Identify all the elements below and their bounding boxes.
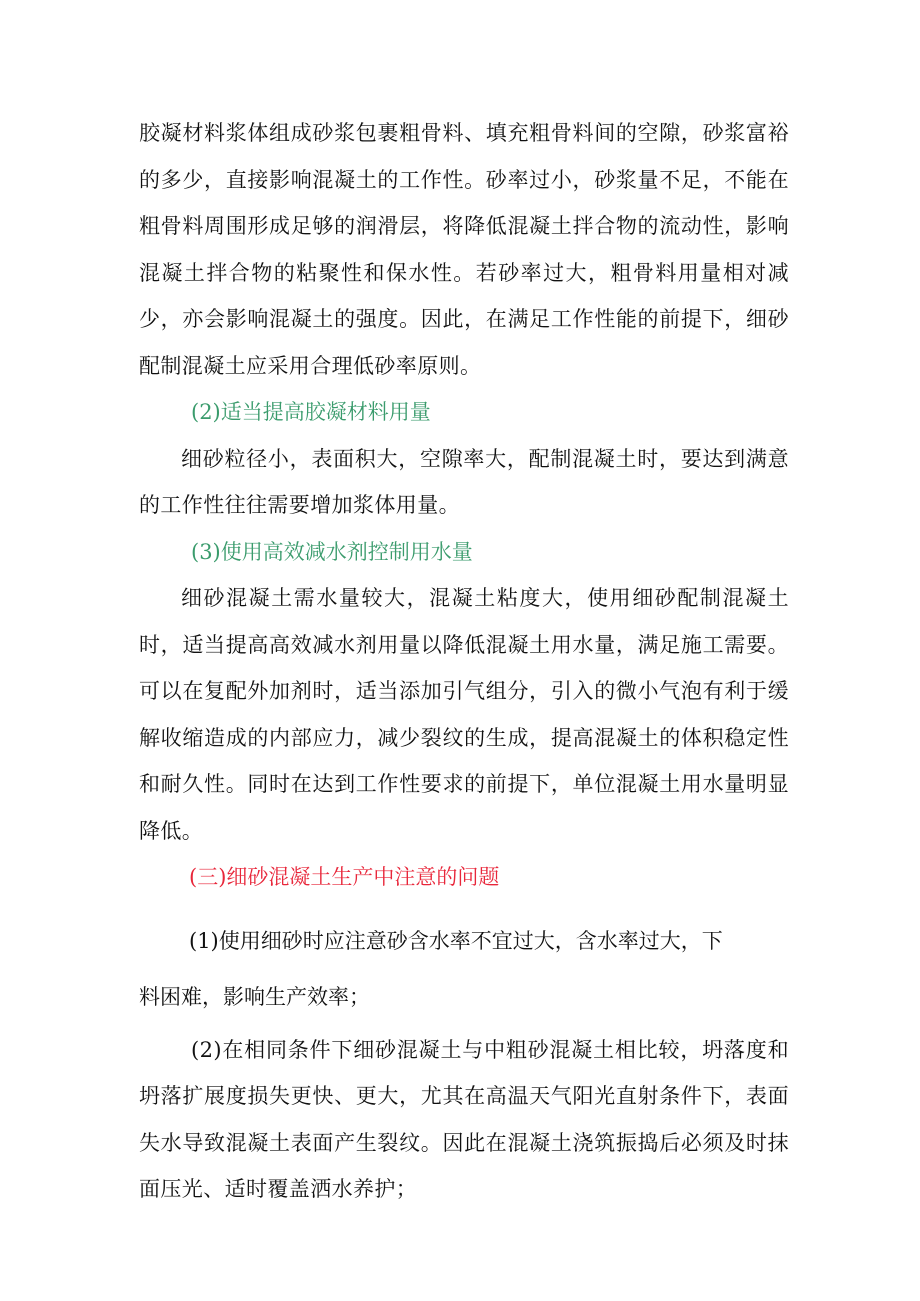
- subheading-water-reducer: (3)使用高效减水剂控制用水量: [191, 539, 473, 564]
- section-heading-production-issues: (三)细砂混凝土生产中注意的问题: [189, 865, 500, 889]
- document-body: [139, 110, 789, 1213]
- list-item-moisture-line2: 料困难，影响生产效率；: [139, 984, 370, 1009]
- subheading-binder-amount: (2)适当提高胶凝材料用量: [191, 400, 431, 424]
- list-item-slump-loss: (2)在相同条件下细砂混凝土与中粗砂混凝土相比较，坍落度和坍落扩展度损失更快、更大，尤其在高温天气阳光直射条件下，表面失水导致混凝土表面产生裂纹。因此在混凝土浇筑振捣后必须及时抹面压光、适时覆盖洒水养护；: [139, 1037, 789, 1201]
- paragraph-sand-ratio: 胶凝材料浆体组成砂浆包裹粗骨料、填充粗骨料间的空隙，砂浆富裕的多少，直接影响混凝土的工作性。砂率过小，砂浆量不足，不能在粗骨料周围形成足够的润滑层，将降低混凝土拌合物的流动性，影响混凝土拌合物的粘聚性和保水性。若砂率过大，粗骨料用量相对减少，亦会影响混凝土的强度。因此，在满足工作性能的前提下，细砂配制混凝土应采用合理低砂率原则。: [139, 121, 789, 378]
- paragraph-binder: 细砂粒径小，表面积大，空隙率大，配制混凝土时，要达到满意的工作性往往需要增加浆体用量。: [139, 446, 789, 517]
- list-item-moisture-line1: (1)使用细砂时应注意砂含水率不宜过大，含水率过大，下: [189, 928, 723, 953]
- list-item-moisture: [139, 913, 789, 1025]
- paragraph-admixture: 细砂混凝土需水量较大，混凝土粘度大，使用细砂配制混凝土时，适当提高高效减水剂用量以降低混凝土用水量，满足施工需要。可以在复配外加剂时，适当添加引气组分，引入的微小气泡有利于缓解收缩造成的内部应力，减少裂纹的生成，提高混凝土的体积稳定性和耐久性。同时在达到工作性要求的前提下，单位混凝土用水量明显降低。: [139, 586, 789, 843]
